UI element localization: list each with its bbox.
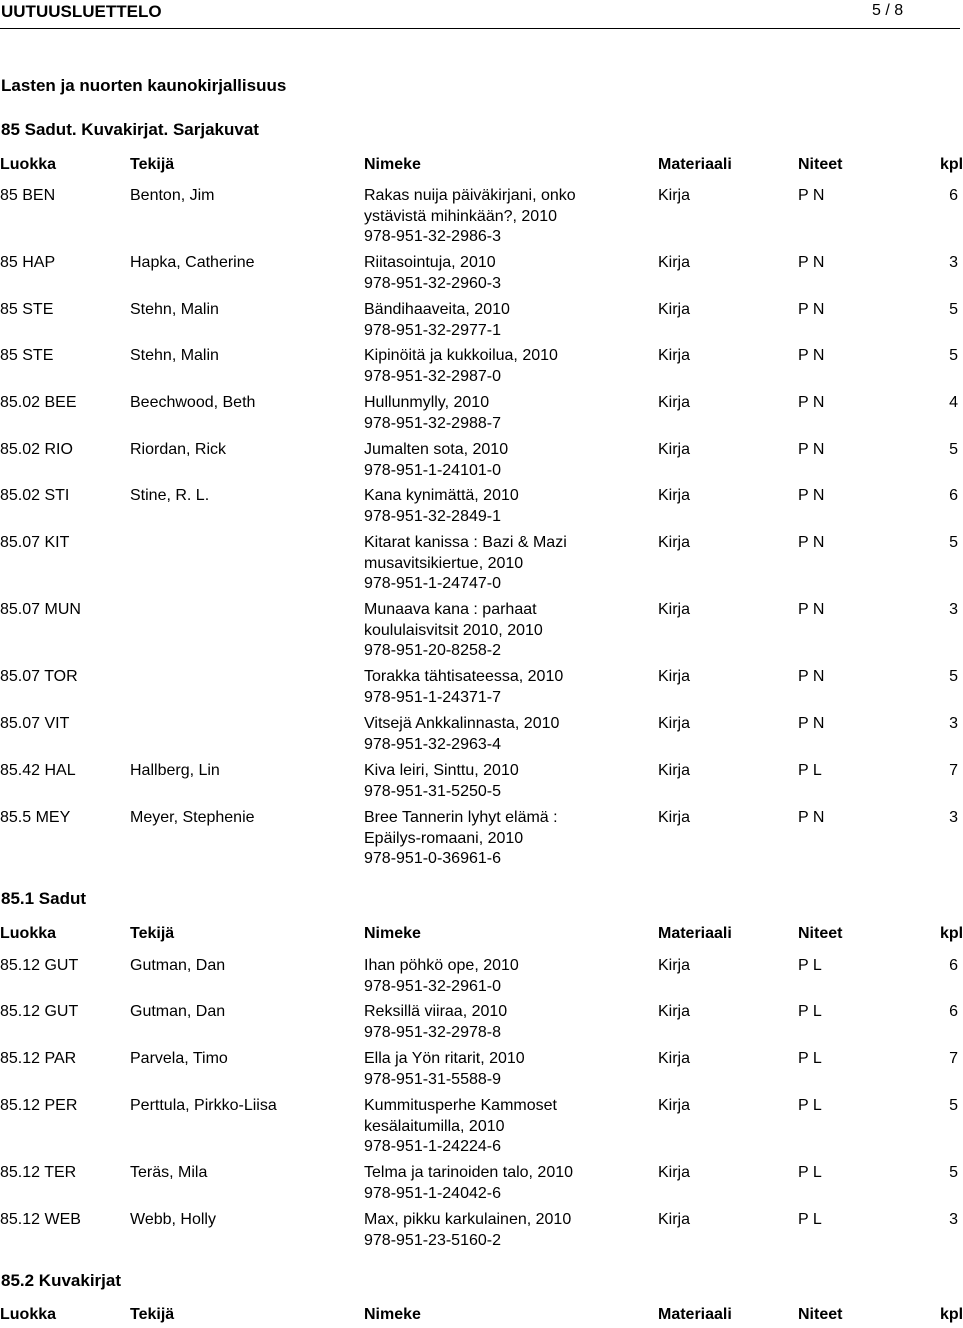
cell-nimeke	[364, 667, 594, 708]
item-title: Torakka tähtisateessa, 2010	[364, 668, 564, 685]
item-title: Kitarat kanissa : Bazi & Mazi musavitsikiertue, 2010	[364, 534, 567, 572]
cell-luokka: 85.12 GUT	[0, 957, 79, 974]
item-title: Kana kynimättä, 2010	[364, 487, 519, 504]
cell-materiaali: Kirja	[658, 957, 691, 974]
item-isbn: 978-951-20-8258-2	[364, 642, 501, 659]
cell-luokka: 85.07 KIT	[0, 534, 70, 551]
cell-luokka: 85.07 VIT	[0, 715, 70, 732]
cell-niteet: P L	[798, 1050, 822, 1067]
cell-luokka: 85.02 STI	[0, 487, 70, 504]
item-title: Kummitusperhe Kammoset kesälaitumilla, 2010	[364, 1097, 557, 1135]
item-isbn: 978-951-31-5250-5	[364, 782, 501, 800]
item-title: Jumalten sota, 2010	[364, 441, 509, 458]
cell-tekija: Hapka, Catherine	[130, 254, 255, 271]
cell-materiaali: Kirja	[658, 601, 691, 618]
item-isbn: 978-951-32-2986-3	[364, 228, 501, 245]
item-title: Kipinöitä ja kukkoilua, 2010	[364, 347, 558, 364]
document-title: UUTUUSLUETTELO	[1, 2, 162, 21]
cell-luokka: 85.42 HAL	[0, 762, 76, 779]
column-header-kpl: kpl	[940, 156, 963, 173]
item-title: Max, pikku karkulainen, 2010	[364, 1211, 572, 1228]
cell-nimeke	[364, 808, 594, 870]
column-header-kpl: kpl	[940, 925, 963, 942]
cell-luokka: 85.02 BEE	[0, 394, 77, 411]
cell-tekija: Stehn, Malin	[130, 347, 219, 364]
cell-tekija: Gutman, Dan	[130, 1003, 226, 1020]
item-isbn: 978-951-32-2961-0	[364, 977, 501, 995]
cell-nimeke	[364, 393, 594, 434]
cell-niteet: P L	[798, 762, 822, 779]
item-title: Reksillä viiraa, 2010	[364, 1003, 508, 1020]
cell-niteet: P N	[798, 254, 825, 271]
column-header-kpl: kpl	[940, 1306, 963, 1323]
cell-niteet: P L	[798, 1003, 822, 1020]
cell-nimeke	[364, 600, 594, 662]
cell-kpl: 5	[949, 441, 958, 458]
cell-tekija: Parvela, Timo	[130, 1050, 228, 1067]
cell-tekija: Meyer, Stephenie	[130, 809, 255, 826]
item-title: Vitsejä Ankkalinnasta, 2010	[364, 715, 560, 732]
item-isbn: 978-951-32-2960-3	[364, 274, 501, 292]
cell-luokka: 85 STE	[0, 301, 54, 318]
page-number: 5 / 8	[872, 2, 904, 19]
cell-materiaali: Kirja	[658, 534, 691, 551]
cell-materiaali: Kirja	[658, 347, 691, 364]
item-isbn: 978-951-32-2977-1	[364, 321, 501, 339]
column-header-materiaali: Materiaali	[658, 925, 732, 942]
cell-nimeke	[364, 1163, 594, 1204]
cell-kpl: 5	[949, 301, 958, 318]
item-isbn: 978-951-23-5160-2	[364, 1231, 501, 1249]
column-header-luokka: Luokka	[0, 156, 57, 173]
cell-tekija: Stehn, Malin	[130, 301, 219, 318]
item-title: Telma ja tarinoiden talo, 2010	[364, 1164, 574, 1181]
main-heading: Lasten ja nuorten kaunokirjallisuus	[1, 76, 287, 95]
item-title: Bändihaaveita, 2010	[364, 301, 510, 318]
item-title: Kiva leiri, Sinttu, 2010	[364, 762, 519, 779]
column-header-tekija: Tekijä	[130, 925, 175, 942]
cell-niteet: P N	[798, 187, 825, 204]
cell-materiaali: Kirja	[658, 762, 691, 779]
cell-luokka: 85.02 RIO	[0, 441, 73, 458]
cell-kpl: 6	[949, 487, 958, 504]
cell-tekija: Teräs, Mila	[130, 1164, 208, 1181]
cell-kpl: 3	[949, 1211, 958, 1228]
item-isbn: 978-951-32-2849-1	[364, 507, 501, 525]
item-title: Rakas nuija päiväkirjani, onko ystävistä mihinkään?, 2010	[364, 187, 576, 225]
cell-niteet: P N	[798, 809, 825, 826]
cell-kpl: 6	[949, 957, 958, 974]
cell-materiaali: Kirja	[658, 1164, 691, 1181]
cell-luokka: 85 HAP	[0, 254, 56, 271]
column-header-tekija: Tekijä	[130, 156, 175, 173]
cell-nimeke	[364, 761, 594, 802]
cell-kpl: 3	[949, 601, 958, 618]
cell-niteet: P N	[798, 441, 825, 458]
column-header-row	[0, 156, 963, 178]
cell-kpl: 7	[949, 1050, 958, 1067]
item-isbn: 978-951-1-24101-0	[364, 461, 501, 479]
item-title: Munaava kana : parhaat koululaisvitsit 2010, 2010	[364, 601, 543, 639]
cell-kpl: 3	[949, 254, 958, 271]
cell-materiaali: Kirja	[658, 1050, 691, 1067]
cell-materiaali: Kirja	[658, 715, 691, 732]
column-header-niteet: Niteet	[798, 156, 843, 173]
header-rule	[0, 28, 960, 29]
cell-luokka: 85.12 PER	[0, 1097, 78, 1114]
cell-niteet: P L	[798, 1164, 822, 1181]
cell-niteet: P N	[798, 301, 825, 318]
cell-kpl: 5	[949, 534, 958, 551]
cell-niteet: P L	[798, 957, 822, 974]
cell-kpl: 5	[949, 1097, 958, 1114]
cell-materiaali: Kirja	[658, 668, 691, 685]
section-heading: 85 Sadut. Kuvakirjat. Sarjakuvat	[1, 120, 259, 139]
cell-luokka: 85.12 PAR	[0, 1050, 77, 1067]
cell-niteet: P N	[798, 668, 825, 685]
cell-niteet: P N	[798, 394, 825, 411]
item-isbn: 978-951-1-24747-0	[364, 575, 501, 592]
cell-nimeke	[364, 956, 594, 997]
column-header-row	[0, 925, 963, 947]
column-header-row	[0, 1306, 963, 1328]
column-header-nimeke: Nimeke	[364, 925, 421, 942]
cell-luokka: 85.07 TOR	[0, 668, 78, 685]
cell-materiaali: Kirja	[658, 1097, 691, 1114]
section-heading: 85.2 Kuvakirjat	[1, 1271, 122, 1290]
cell-kpl: 3	[949, 715, 958, 732]
cell-tekija: Stine, R. L.	[130, 487, 210, 504]
cell-niteet: P N	[798, 347, 825, 364]
cell-luokka: 85.5 MEY	[0, 809, 71, 826]
cell-kpl: 5	[949, 668, 958, 685]
cell-nimeke	[364, 533, 594, 595]
cell-tekija: Beechwood, Beth	[130, 394, 256, 411]
cell-niteet: P N	[798, 715, 825, 732]
item-title: Hullunmylly, 2010	[364, 394, 490, 411]
cell-nimeke	[364, 440, 594, 481]
cell-nimeke	[364, 1049, 594, 1090]
item-isbn: 978-951-32-2987-0	[364, 367, 501, 385]
cell-materiaali: Kirja	[658, 187, 691, 204]
cell-materiaali: Kirja	[658, 809, 691, 826]
item-isbn: 978-951-1-24371-7	[364, 688, 501, 706]
item-isbn: 978-951-32-2963-4	[364, 735, 501, 753]
item-isbn: 978-951-32-2978-8	[364, 1023, 501, 1041]
item-isbn: 978-951-31-5588-9	[364, 1070, 501, 1088]
cell-tekija: Hallberg, Lin	[130, 762, 220, 779]
cell-tekija: Riordan, Rick	[130, 441, 227, 458]
item-isbn: 978-951-0-36961-6	[364, 850, 501, 867]
cell-niteet: P N	[798, 534, 825, 551]
cell-materiaali: Kirja	[658, 394, 691, 411]
item-isbn: 978-951-1-24224-6	[364, 1138, 501, 1155]
column-header-niteet: Niteet	[798, 1306, 843, 1323]
cell-luokka: 85.12 GUT	[0, 1003, 79, 1020]
cell-kpl: 7	[949, 762, 958, 779]
cell-materiaali: Kirja	[658, 1003, 691, 1020]
cell-kpl: 4	[949, 394, 958, 411]
cell-luokka: 85.07 MUN	[0, 601, 81, 618]
item-title: Ihan pöhkö ope, 2010	[364, 957, 519, 974]
cell-materiaali: Kirja	[658, 301, 691, 318]
cell-niteet: P N	[798, 487, 825, 504]
cell-nimeke	[364, 253, 594, 294]
column-header-materiaali: Materiaali	[658, 156, 732, 173]
cell-luokka: 85 BEN	[0, 187, 56, 204]
column-header-nimeke: Nimeke	[364, 1306, 421, 1323]
item-title: Riitasointuja, 2010	[364, 254, 496, 271]
column-header-nimeke: Nimeke	[364, 156, 421, 173]
cell-materiaali: Kirja	[658, 487, 691, 504]
section-heading: 85.1 Sadut	[1, 889, 87, 908]
cell-niteet: P L	[798, 1097, 822, 1114]
cell-tekija: Perttula, Pirkko-Liisa	[130, 1097, 277, 1114]
cell-luokka: 85 STE	[0, 347, 54, 364]
column-header-niteet: Niteet	[798, 925, 843, 942]
cell-niteet: P N	[798, 601, 825, 618]
cell-tekija: Webb, Holly	[130, 1211, 216, 1228]
column-header-luokka: Luokka	[0, 1306, 57, 1323]
cell-nimeke	[364, 486, 594, 527]
cell-tekija: Gutman, Dan	[130, 957, 226, 974]
cell-kpl: 3	[949, 809, 958, 826]
column-header-luokka: Luokka	[0, 925, 57, 942]
column-header-materiaali: Materiaali	[658, 1306, 732, 1323]
column-header-tekija: Tekijä	[130, 1306, 175, 1323]
cell-nimeke	[364, 1096, 594, 1158]
cell-nimeke	[364, 300, 594, 341]
item-title: Ella ja Yön ritarit, 2010	[364, 1050, 525, 1067]
item-isbn: 978-951-1-24042-6	[364, 1184, 501, 1202]
cell-kpl: 5	[949, 1164, 958, 1181]
cell-materiaali: Kirja	[658, 254, 691, 271]
item-title: Bree Tannerin lyhyt elämä : Epäilys-romaani, 2010	[364, 809, 558, 847]
cell-nimeke	[364, 346, 594, 387]
cell-tekija: Benton, Jim	[130, 187, 215, 204]
cell-luokka: 85.12 WEB	[0, 1211, 81, 1228]
cell-materiaali: Kirja	[658, 441, 691, 458]
cell-niteet: P L	[798, 1211, 822, 1228]
cell-materiaali: Kirja	[658, 1211, 691, 1228]
item-isbn: 978-951-32-2988-7	[364, 414, 501, 432]
cell-kpl: 6	[949, 187, 958, 204]
cell-nimeke	[364, 1210, 594, 1251]
cell-nimeke	[364, 186, 594, 248]
cell-nimeke	[364, 1002, 594, 1043]
cell-kpl: 6	[949, 1003, 958, 1020]
cell-nimeke	[364, 714, 594, 755]
cell-luokka: 85.12 TER	[0, 1164, 77, 1181]
cell-kpl: 5	[949, 347, 958, 364]
